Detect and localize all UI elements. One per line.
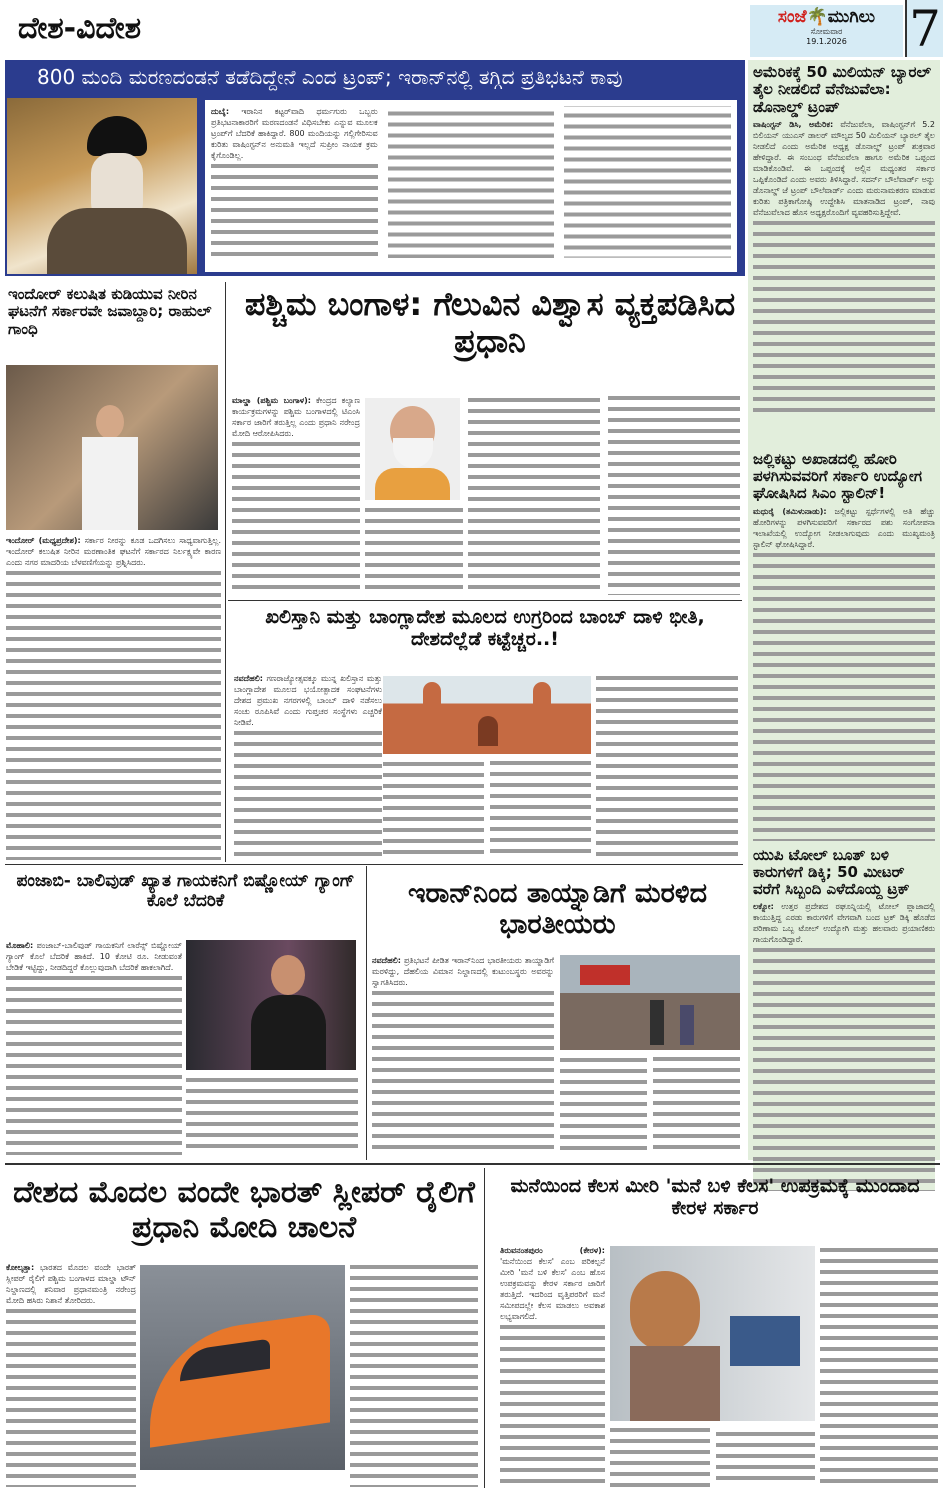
article-text: ಪ್ರತಿಭಟನೆ ಪೀಡಿತ ಇರಾನ್‌ನಿಂದ ಭಾರತೀಯರು ತಾಯ್ನಾಡಿಗೆ ಮರಳಿದ್ದು, ದೆಹಲಿಯ ವಿಮಾನ ನಿಲ್ದಾಣದಲ್ಲಿ ಕುಟುಂಬಸ್ಥರು ಅವರನ್ನು ಸ್ವಾಗತಿಸಿದರು. bbox=[372, 956, 554, 987]
masthead bbox=[750, 5, 903, 57]
article-text: ಪಂಜಾಬ್-ಬಾಲಿವುಡ್ ಗಾಯಕನಿಗೆ ಲಾರೆನ್ಸ್ ಬಿಷ್ಣೋಯ್ ಗ್ಯಾಂಗ್ ಕೊಲೆ ಬೆದರಿಕೆ ಹಾಕಿದೆ. 10 ಕೋಟಿ ರೂ. ನೀಡುವಂತೆ ಬೇಡಿಕೆ ಇಟ್ಟಿದ್ದು, ನೀಡದಿದ್ದರೆ ಕೊಲ್ಲುವುದಾಗಿ ಬೆದರಿಕೆ ಹಾಕಲಾಗಿದೆ. bbox=[6, 941, 182, 972]
article-text-lines bbox=[372, 988, 554, 1155]
dateline: ಮೊಹಾಲಿ: bbox=[6, 941, 34, 950]
dateline: ತಿರುವನಂತಪುರಂ (ಕೇರಳ): bbox=[500, 1246, 605, 1255]
article-text-lines bbox=[6, 973, 182, 1155]
punjabi-singer-body-2 bbox=[186, 1075, 358, 1155]
up-toll-headline: ಯುಪಿ ಟೋಲ್ ಬೂತ್ ಬಳಿ ಕಾರುಗಳಿಗೆ ಡಿಕ್ಕಿ; 50 ಮೀಟರ್ ವರೆಗೆ ಸಿಬ್ಬಂದಿ ಎಳೆದೊಯ್ದ ಟ್ರಕ್ bbox=[753, 845, 910, 898]
article-text-lines bbox=[610, 1425, 815, 1487]
article-text: ಇರಾನಿನ ಕಟ್ಟರ್‌ವಾದಿ ಧರ್ಮಗುರು ಒಬ್ಬರು ಪ್ರತಿಭಟನಾಕಾರರಿಗೆ ಮರಣದಂಡನೆ ವಿಧಿಸಬೇಕು ಎನ್ನುವ ಮೂಲಕ ಟ್ರಂಪ್‌ಗೆ ಬೆದರಿಕೆ ಹಾಕಿದ್ದಾರೆ. 800 ಮಂದಿಯನ್ನು ಗಲ್ಲಿಗೇರಿಸುವ ಕುರಿತು ವಾಷಿಂಗ್ಟನ್‌ನ ಅನುಮತಿ ಇಲ್ಲದೆ ಸುಪ್ರೀಂ ನಾಯಕ ಕ್ರಮ ಕೈಗೊಂಡಿಲ್ಲ. bbox=[211, 107, 378, 160]
singer-photo bbox=[186, 940, 356, 1070]
venezuela-body bbox=[753, 119, 935, 419]
article-text-lines bbox=[6, 1306, 136, 1487]
indore-body bbox=[6, 535, 221, 860]
dateline: ಲಕ್ನೋ: bbox=[753, 902, 774, 912]
lead-story-body bbox=[205, 100, 737, 272]
jallikattu-headline: ಜಲ್ಲಿಕಟ್ಟು ಅಖಾಡದಲ್ಲಿ ಹೋರಿ ಪಳಗಿಸುವವರಿಗೆ ಸರ್ಕಾರಿ ಉದ್ಯೋಗ ಘೋಷಿಸಿದ ಸಿಎಂ ಸ್ಟಾಲಿನ್! bbox=[753, 449, 922, 503]
dateline: ದುಬೈ: bbox=[211, 107, 230, 116]
up-toll-body bbox=[753, 901, 935, 1191]
khalistan-body-1 bbox=[234, 673, 382, 858]
kerala-body-1 bbox=[500, 1245, 605, 1485]
article-text: ಭಾರತದ ಮೊದಲ ವಂದೇ ಭಾರತ್ ಸ್ಲೀಪರ್ ರೈಲಿಗೆ ಪಶ್ಚಿಮ ಬಂಗಾಳದ ಮಾಲ್ಡಾ ಟೌನ್ ನಿಲ್ದಾಣದಲ್ಲಿ ಶನಿವಾರ ಪ್ರಧಾನಮಂತ್ರಿ ನರೇಂದ್ರ ಮೋದಿ ಹಸಿರು ನಿಶಾನೆ ತೋರಿದರು. bbox=[6, 1263, 136, 1305]
article-text-lines bbox=[753, 945, 935, 1191]
article-text-lines bbox=[234, 728, 382, 858]
vande-bharat-body-2 bbox=[350, 1262, 478, 1487]
kerala-headline: ಮನೆಯಿಂದ ಕೆಲಸ ಮೀರಿ 'ಮನೆ ಬಳಿ ಕೆಲಸ' ಉಪಕ್ರಮಕ್ಕೆ ಮುಂದಾದ ಕೇರಳ ಸರ್ಕಾರ bbox=[510, 1175, 920, 1219]
iran-return-body-1 bbox=[372, 955, 554, 1155]
rahul-gandhi-photo bbox=[6, 365, 218, 530]
article-text: ವೆನೆಜುವೆಲಾ, ವಾಷಿಂಗ್ಟನ್‌ಗೆ 5.2 ಬಿಲಿಯನ್ ಯುಎಸ್ ಡಾಲರ್ ಮೌಲ್ಯದ 50 ಮಿಲಿಯನ್ ಬ್ಯಾರಲ್ ತೈಲ ನೀಡಲಿದೆ ಎಂದು ಅಮೆರಿಕ ಅಧ್ಯಕ್ಷ ಡೊನಾಲ್ಡ್ ಟ್ರಂಪ್ ಶುಕ್ರವಾರ ಹೇಳಿದ್ದಾರೆ. ಈ ಸಂಬಂಧ ವೆನೆಜುವೆಲಾ ಹಾಗೂ ಅಮೆರಿಕ ಒಪ್ಪಂದ ಮಾಡಿಕೊಂಡಿವೆ. ಈ ಒಪ್ಪಂದಕ್ಕೆ ಅಲ್ಲಿನ ಮಧ್ಯಂತರ ಸರ್ಕಾರ ಒಪ್ಪಿಕೊಂಡಿದೆ ಎಂದು ಅವರು ತಿಳಿಸಿದ್ದಾರೆ. ಸದರ್ನ್ ಬೌಲೆವಾರ್ಡ್ ಅನ್ನು ಡೊನಾಲ್ಡ್ ಜೆ ಟ್ರಂಪ್ ಬೌಲೆವಾರ್ಡ್ ಎಂದು ಮರುನಾಮಕರಣ ಮಾಡುವ ಕುರಿತು ಪತ್ರಿಕಾಗೋಷ್ಠಿ ಉದ್ದೇಶಿಸಿ ಮಾತನಾಡಿದ ಟ್ರಂಪ್, ನಾವು ವೆನೆಜುವೆಲಾದ ಹೊಸ ಅಧ್ಯಕ್ಷರೊಂದಿಗೆ ವ್ಯವಹರಿಸುತ್ತಿದ್ದೇವೆ. bbox=[753, 119, 935, 217]
page-number: 7 bbox=[905, 0, 943, 57]
dateline: ನವದೆಹಲಿ: bbox=[372, 956, 401, 965]
article-text-lines bbox=[820, 1245, 938, 1485]
jallikattu-body bbox=[753, 506, 935, 841]
khalistan-box bbox=[228, 600, 742, 862]
column-divider bbox=[366, 866, 367, 1160]
article-text-lines bbox=[186, 1075, 358, 1155]
masthead-day: ಸೋಮವಾರ bbox=[810, 27, 843, 36]
section-title: ದೇಶ-ವಿದೇಶ bbox=[18, 11, 142, 46]
red-fort-photo bbox=[383, 676, 591, 754]
vande-bharat-train-photo bbox=[140, 1265, 345, 1470]
article-text-lines bbox=[6, 568, 221, 860]
article-text-lines bbox=[560, 1055, 740, 1155]
column-divider bbox=[484, 1168, 485, 1488]
article-text: ಉತ್ತರ ಪ್ರದೇಶದ ರಘೂನ್ನಿಯಲ್ಲಿ ಟೋಲ್ ಪ್ಲಾಜಾದಲ್ಲಿ ಕಾಯುತ್ತಿದ್ದ ಎರಡು ಕಾರುಗಳಿಗೆ ವೇಗವಾಗಿ ಬಂದ ಟ್ರಕ್ ಡಿಕ್ಕಿ ಹೊಡೆದ ಪರಿಣಾಮ ಒಬ್ಬ ಟೋಲ್ ಉದ್ಯೋಗಿ ಮತ್ತು ಹಲವಾರು ಪ್ರಯಾಣಿಕರು ಗಾಯಗೊಂಡಿದ್ದಾರೆ. bbox=[753, 902, 935, 945]
article-text-lines bbox=[596, 673, 738, 858]
dateline: ಮಾಲ್ಡಾ (ಪಶ್ಚಿಮ ಬಂಗಾಳ): bbox=[232, 396, 311, 405]
masthead-date: 19.1.2026 bbox=[806, 37, 847, 46]
palm-logo-icon: 🌴 bbox=[806, 7, 828, 27]
lead-story-box bbox=[5, 60, 745, 276]
lead-headline: 800 ಮಂದಿ ಮರಣದಂಡನೆ ತಡೆದಿದ್ದೇನೆ ಎಂದ ಟ್ರಂಪ್; ಇರಾನ್‌ನಲ್ಲಿ ತಗ್ಗಿದ ಪ್ರತಿಭಟನೆ ಕಾವು bbox=[37, 65, 623, 89]
iran-return-body-2 bbox=[560, 1055, 740, 1155]
article-text-lines bbox=[383, 759, 591, 859]
sidebar bbox=[748, 60, 940, 1160]
article-text: ಗಣರಾಜ್ಯೋತ್ಸವಕ್ಕೂ ಮುನ್ನ ಖಲಿಸ್ತಾನ ಮತ್ತು ಬಾಂಗ್ಲಾದೇಶ ಮೂಲದ ಭಯೋತ್ಪಾದಕ ಸಂಘಟನೆಗಳು ದೇಶದ ಪ್ರಮುಖ ನಗರಗಳಲ್ಲಿ ಬಾಂಬ್ ದಾಳಿ ನಡೆಸಲು ಸಂಚು ರೂಪಿಸಿವೆ ಎಂದು ಗುಪ್ತಚರ ಸಂಸ್ಥೆಗಳು ಎಚ್ಚರಿಕೆ ನೀಡಿವೆ. bbox=[234, 674, 382, 727]
article-text: 'ಮನೆಯಿಂದ ಕೆಲಸ' ಎಂಬ ಪರಿಕಲ್ಪನೆ ಮೀರಿ 'ಮನೆ ಬಳಿ ಕೆಲಸ' ಎಂಬ ಹೊಸ ಉಪಕ್ರಮವನ್ನು ಕೇರಳ ಸರ್ಕಾರ ಜಾರಿಗೆ ತರುತ್ತಿದೆ. ಇದರಿಂದ ವೃತ್ತಿಪರರಿಗೆ ಮನೆ ಸಮೀಪದಲ್ಲೇ ಕೆಲಸ ಮಾಡಲು ಅವಕಾಶ ಲಭ್ಯವಾಗಲಿದೆ. bbox=[500, 1257, 605, 1321]
vande-bharat-headline: ದೇಶದ ಮೊದಲ ವಂದೇ ಭಾರತ್ ಸ್ಲೀಪರ್ ರೈಲಿಗೆ ಪ್ರಧಾನಿ ಮೋದಿ ಚಾಲನೆ bbox=[13, 1175, 475, 1245]
khalistan-headline: ಖಲಿಸ್ತಾನಿ ಮತ್ತು ಬಾಂಗ್ಲಾದೇಶ ಮೂಲದ ಉಗ್ರರಿಂದ ಬಾಂಬ್ ದಾಳಿ ಭೀತಿ, ದೇಶದೆಲ್ಲೆಡೆ ಕಟ್ಟೆಚ್ಚರ..! bbox=[265, 606, 705, 650]
dateline: ವಾಷಿಂಗ್ಟನ್ ಡಿಸಿ, ಅಮೆರಿಕ: bbox=[753, 119, 834, 129]
dateline: ಇಂದೋರ್ (ಮಧ್ಯಪ್ರದೇಶ): bbox=[6, 536, 81, 545]
vande-bharat-body-1 bbox=[6, 1262, 136, 1487]
column-divider bbox=[225, 282, 226, 862]
article-text-lines bbox=[500, 1322, 605, 1485]
west-bengal-headline: ಪಶ್ಚಿಮ ಬಂಗಾಳ: ಗೆಲುವಿನ ವಿಶ್ವಾಸ ವ್ಯಕ್ತಪಡಿಸಿದ ಪ್ರಧಾನಿ bbox=[244, 285, 736, 360]
modi-photo bbox=[365, 398, 460, 500]
iran-return-headline: ಇರಾನ್‌ನಿಂದ ತಾಯ್ನಾಡಿಗೆ ಮರಳಿದ ಭಾರತೀಯರು bbox=[407, 878, 708, 941]
article-text-lines bbox=[753, 550, 935, 841]
article-text-lines bbox=[468, 395, 740, 595]
indore-headline: ಇಂದೋರ್ ಕಲುಷಿತ ಕುಡಿಯುವ ನೀರಿನ ಘಟನೆಗೆ ಸರ್ಕಾರವೇ ಜವಾಬ್ದಾರಿ; ರಾಹುಲ್ ಗಾಂಧಿ bbox=[8, 285, 212, 338]
khalistan-body-3 bbox=[596, 673, 738, 858]
row-divider bbox=[5, 864, 743, 865]
airport-photo bbox=[560, 955, 740, 1050]
cleric-photo bbox=[7, 98, 197, 274]
venezuela-headline: ಅಮೆರಿಕಕ್ಕೆ 50 ಮಿಲಿಯನ್ ಬ್ಯಾರಲ್ ತೈಲ ನೀಡಲಿದೆ ವೆನೆಜುವೆಲಾ: ಡೊನಾಲ್ಡ್ ಟ್ರಂಪ್ bbox=[753, 63, 932, 116]
dateline: ಮಧುರೈ (ತಮಿಳುನಾಡು): bbox=[753, 506, 827, 516]
woman-at-laptop-photo bbox=[610, 1246, 815, 1421]
kerala-body-3 bbox=[820, 1245, 938, 1485]
punjabi-singer-body-1 bbox=[6, 940, 182, 1155]
khalistan-body-2 bbox=[383, 759, 591, 859]
article-text-lines bbox=[365, 505, 463, 595]
masthead-name-red: ಸಂಜೆ bbox=[777, 7, 807, 27]
kerala-body-2 bbox=[610, 1425, 815, 1487]
article-text: ಕೇಂದ್ರದ ಕಲ್ಯಾಣ ಕಾರ್ಯಕ್ರಮಗಳನ್ನು ಪಶ್ಚಿಮ ಬಂಗಾಳದಲ್ಲಿ ಟಿಎಂಸಿ ಸರ್ಕಾರ ಜಾರಿಗೆ ತರುತ್ತಿಲ್ಲ ಎಂದು ಪ್ರಧಾನಿ ನರೇಂದ್ರ ಮೋದಿ ಆರೋಪಿಸಿದರು. bbox=[232, 396, 360, 438]
article-text-lines bbox=[753, 218, 935, 419]
masthead-name: ಮುಗಿಲು bbox=[827, 7, 876, 27]
west-bengal-body-2 bbox=[365, 505, 463, 595]
west-bengal-body-1 bbox=[232, 395, 360, 595]
punjabi-singer-headline: ಪಂಜಾಬಿ- ಬಾಲಿವುಡ್ ಖ್ಯಾತ ಗಾಯಕನಿಗೆ ಬಿಷ್ಣೋಯ್ ಗ್ಯಾಂಗ್ ಕೊಲೆ ಬೆದರಿಕೆ bbox=[16, 871, 355, 911]
dateline: ನವದೆಹಲಿ: bbox=[234, 674, 263, 683]
article-text: ಸರ್ಕಾರ ನೀರನ್ನು ಕೂಡ ಒದಗಿಸಲು ಸಾಧ್ಯವಾಗುತ್ತಿಲ್ಲ. ಇಂದೋರ್ ಕಲುಷಿತ ನೀರಿನ ಮರಣಾಂತಿಕ ಘಟನೆಗೆ ಸರ್ಕಾರದ ನಿರ್ಲಕ್ಷ್ಯವೇ ಕಾರಣ ಎಂದು ನಗರ ಮಾದರಿಯ ಬೆಳವಣಿಗೆಯನ್ನು ಪ್ರಶ್ನಿಸಿದರು. bbox=[6, 536, 221, 567]
dateline: ಕೋಲ್ಕತ್ತಾ: bbox=[6, 1263, 35, 1272]
article-text: ಜಲ್ಲಿಕಟ್ಟು ಸ್ಪರ್ಧೆಗಳಲ್ಲಿ ಅತಿ ಹೆಚ್ಚು ಹೋರಿಗಳನ್ನು ಪಳಗಿಸುವವರಿಗೆ ಸರ್ಕಾರದ ಪಶು ಸಂಗೋಪನಾ ಇಲಾಖೆಯಲ್ಲಿ ಉದ್ಯೋಗ ನೀಡಲಾಗುವುದು ಎಂದು ಮುಖ್ಯಮಂತ್ರಿ ಸ್ಟಾಲಿನ್ ಘೋಷಿಸಿದ್ದಾರೆ. bbox=[753, 506, 935, 549]
article-text-lines bbox=[350, 1262, 478, 1487]
article-text-lines bbox=[232, 439, 360, 595]
row-divider bbox=[5, 1163, 940, 1165]
west-bengal-body-3 bbox=[468, 395, 740, 595]
